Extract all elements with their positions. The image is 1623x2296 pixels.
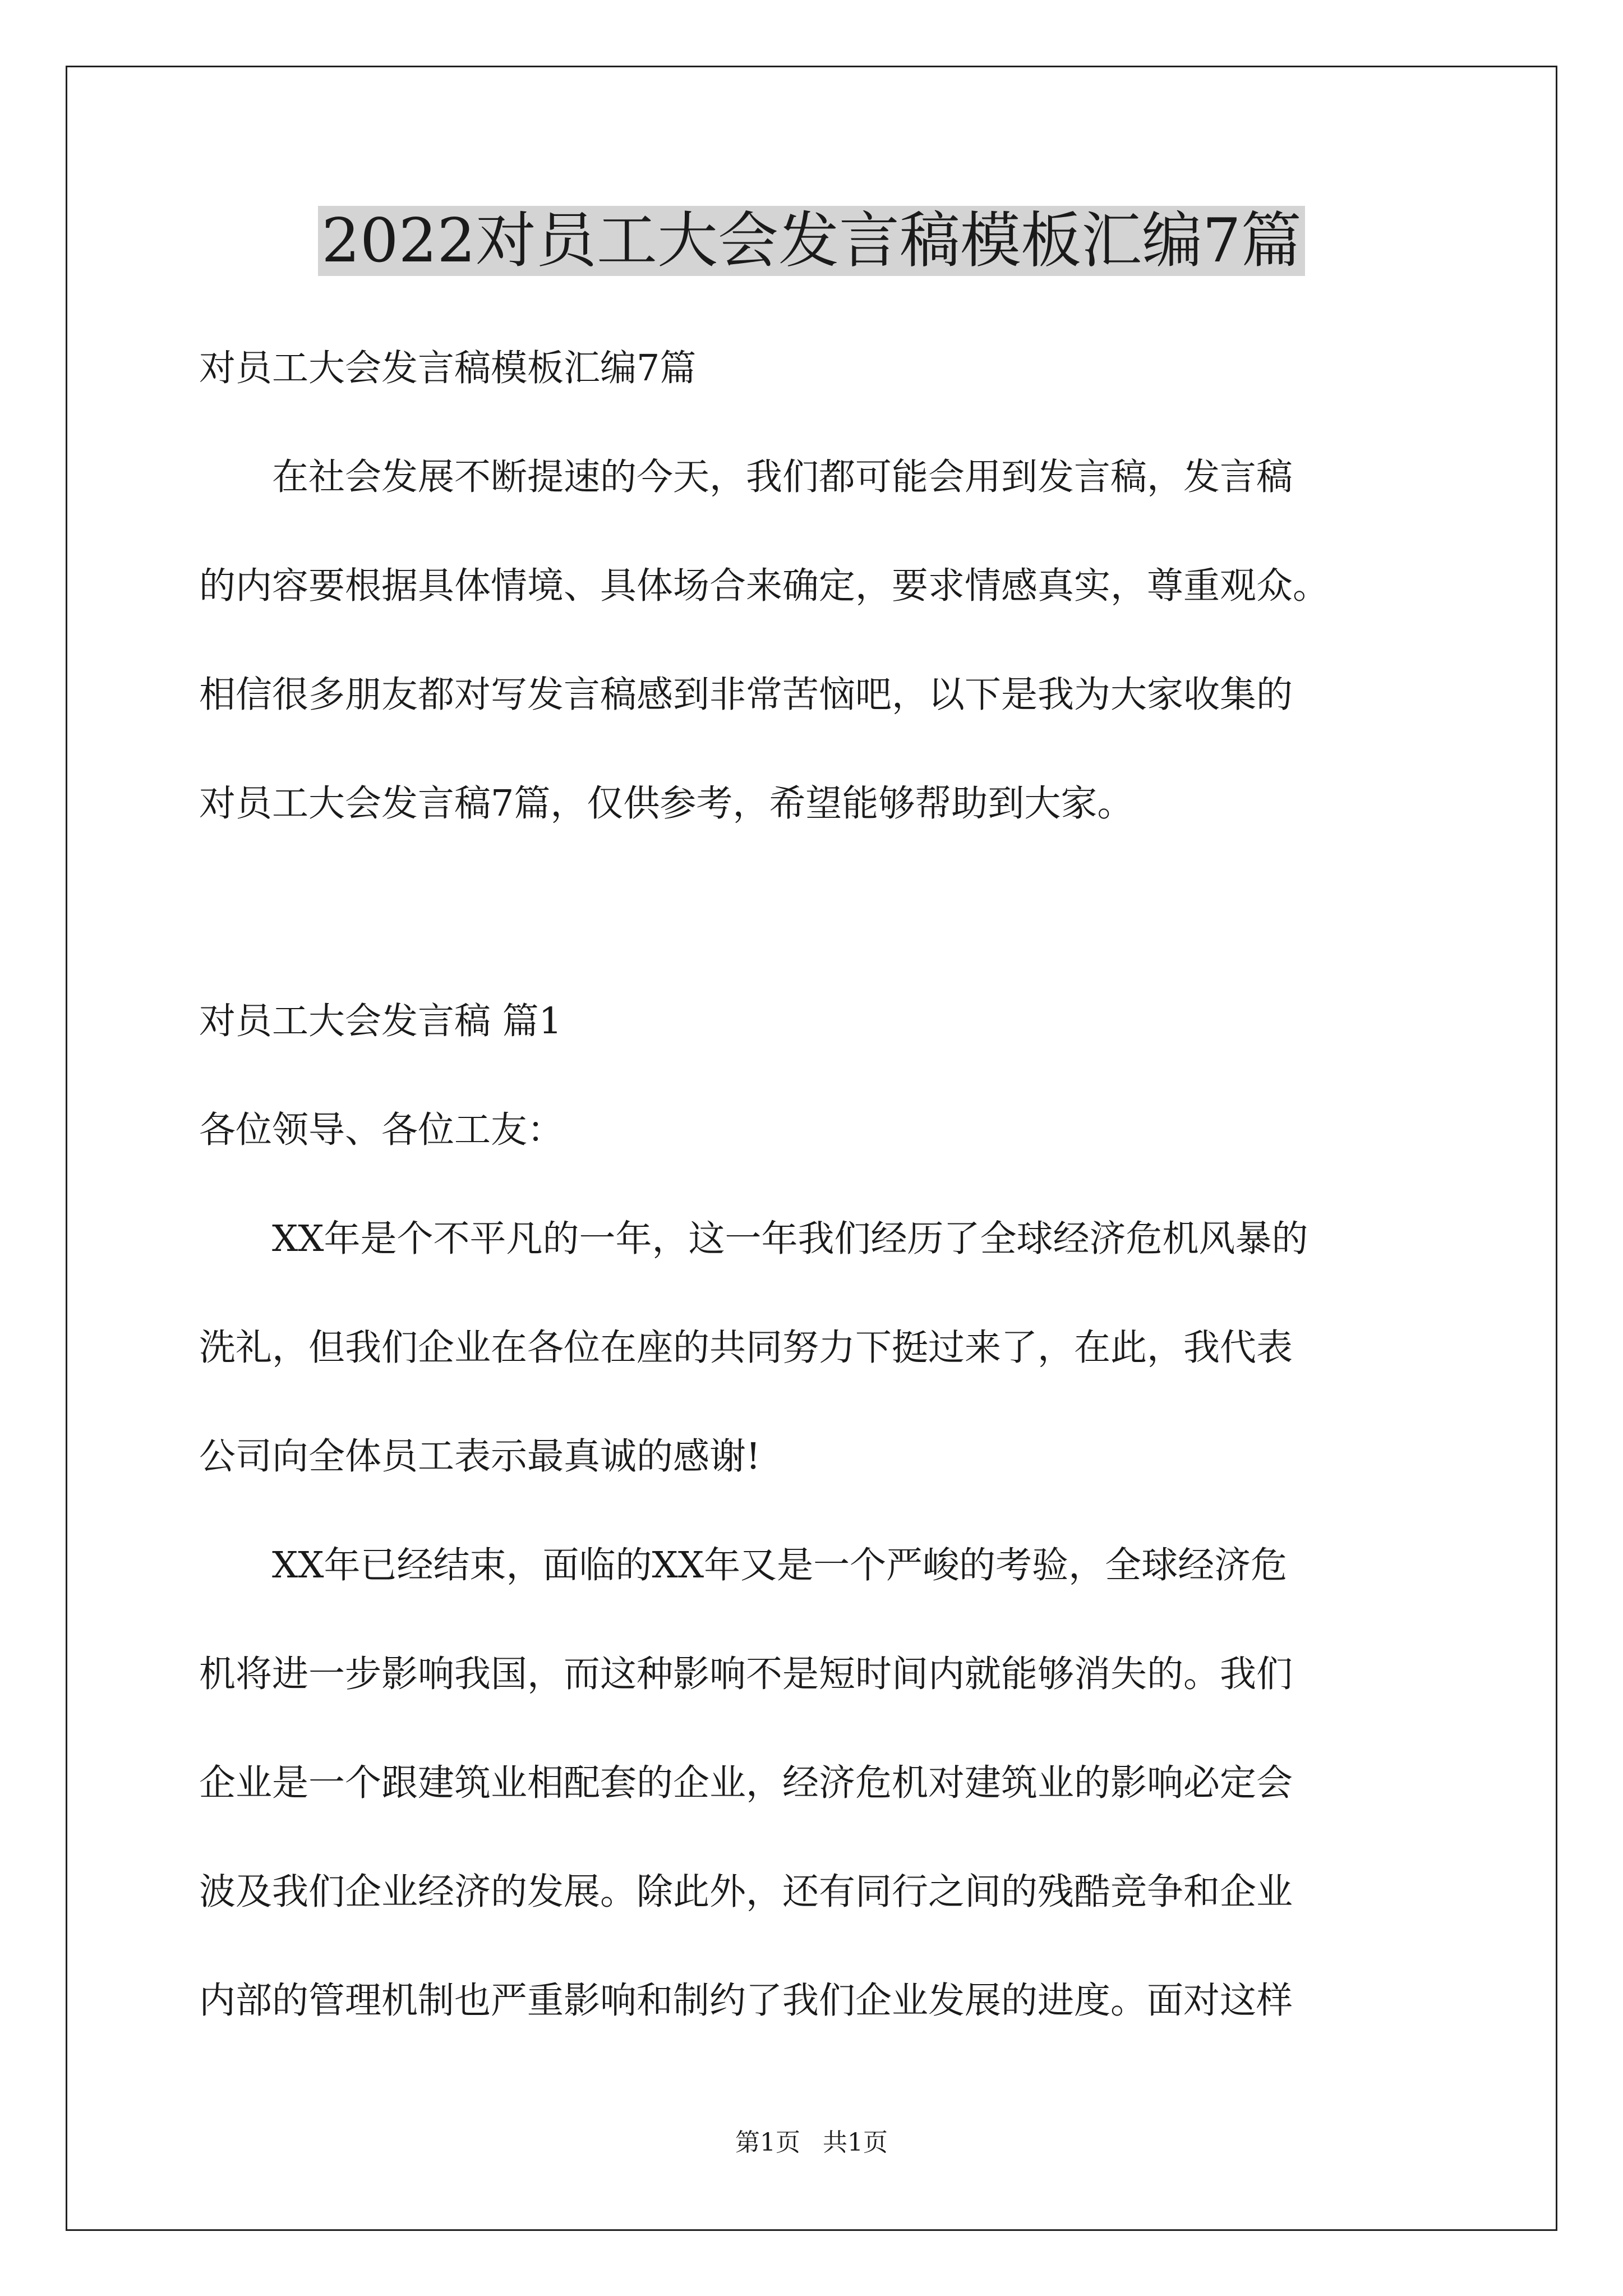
page-footer [0,2126,1623,2160]
para2-line-3: 企业是一个跟建筑业相配套的企业，经济危机对建筑业的影响必定会 [199,1762,1293,1804]
para1-line-2: 洗礼，但我们企业在各位在座的共同努力下挺过来了，在此，我代表 [199,1327,1293,1369]
para2-line-5: 内部的管理机制也严重影响和制约了我们企业发展的进度。面对这样 [199,1980,1293,2022]
page-total: 共1页 [823,2128,888,2157]
intro-line-4: 对员工大会发言稿7篇，仅供参考，希望能够帮助到大家。 [199,783,1134,825]
para2-line-4: 波及我们企业经济的发展。除此外，还有同行之间的残酷竞争和企业 [199,1871,1293,1913]
page-number: 第1页 [735,2128,800,2157]
intro-line-3: 相信很多朋友都对写发言稿感到非常苦恼吧，以下是我为大家收集的 [199,674,1293,716]
para1-line-3: 公司向全体员工表示最真诚的感谢! [199,1435,761,1478]
intro-line-2: 的内容要根据具体情境、具体场合来确定，要求情感真实，尊重观众。 [199,565,1330,607]
document-body [199,314,1433,2055]
salutation: 各位领导、各位工友： [199,1109,564,1151]
para1-line-1: XX年是个不平凡的一年，这一年我们经历了全球经济危机风暴的 [272,1218,1308,1260]
para2-line-1: XX年已经结束，面临的XX年又是一个严峻的考验，全球经济危 [272,1544,1288,1586]
para2-line-2: 机将进一步影响我国，而这种影响不是短时间内就能够消失的。我们 [199,1653,1293,1695]
document-title: 2022对员工大会发言稿模板汇编7篇 [0,199,1623,283]
body-heading: 对员工大会发言稿模板汇编7篇 [199,347,697,389]
section-title: 对员工大会发言稿 篇1 [199,1000,562,1042]
intro-line-1: 在社会发展不断提速的今天，我们都可能会用到发言稿，发言稿 [272,456,1293,498]
